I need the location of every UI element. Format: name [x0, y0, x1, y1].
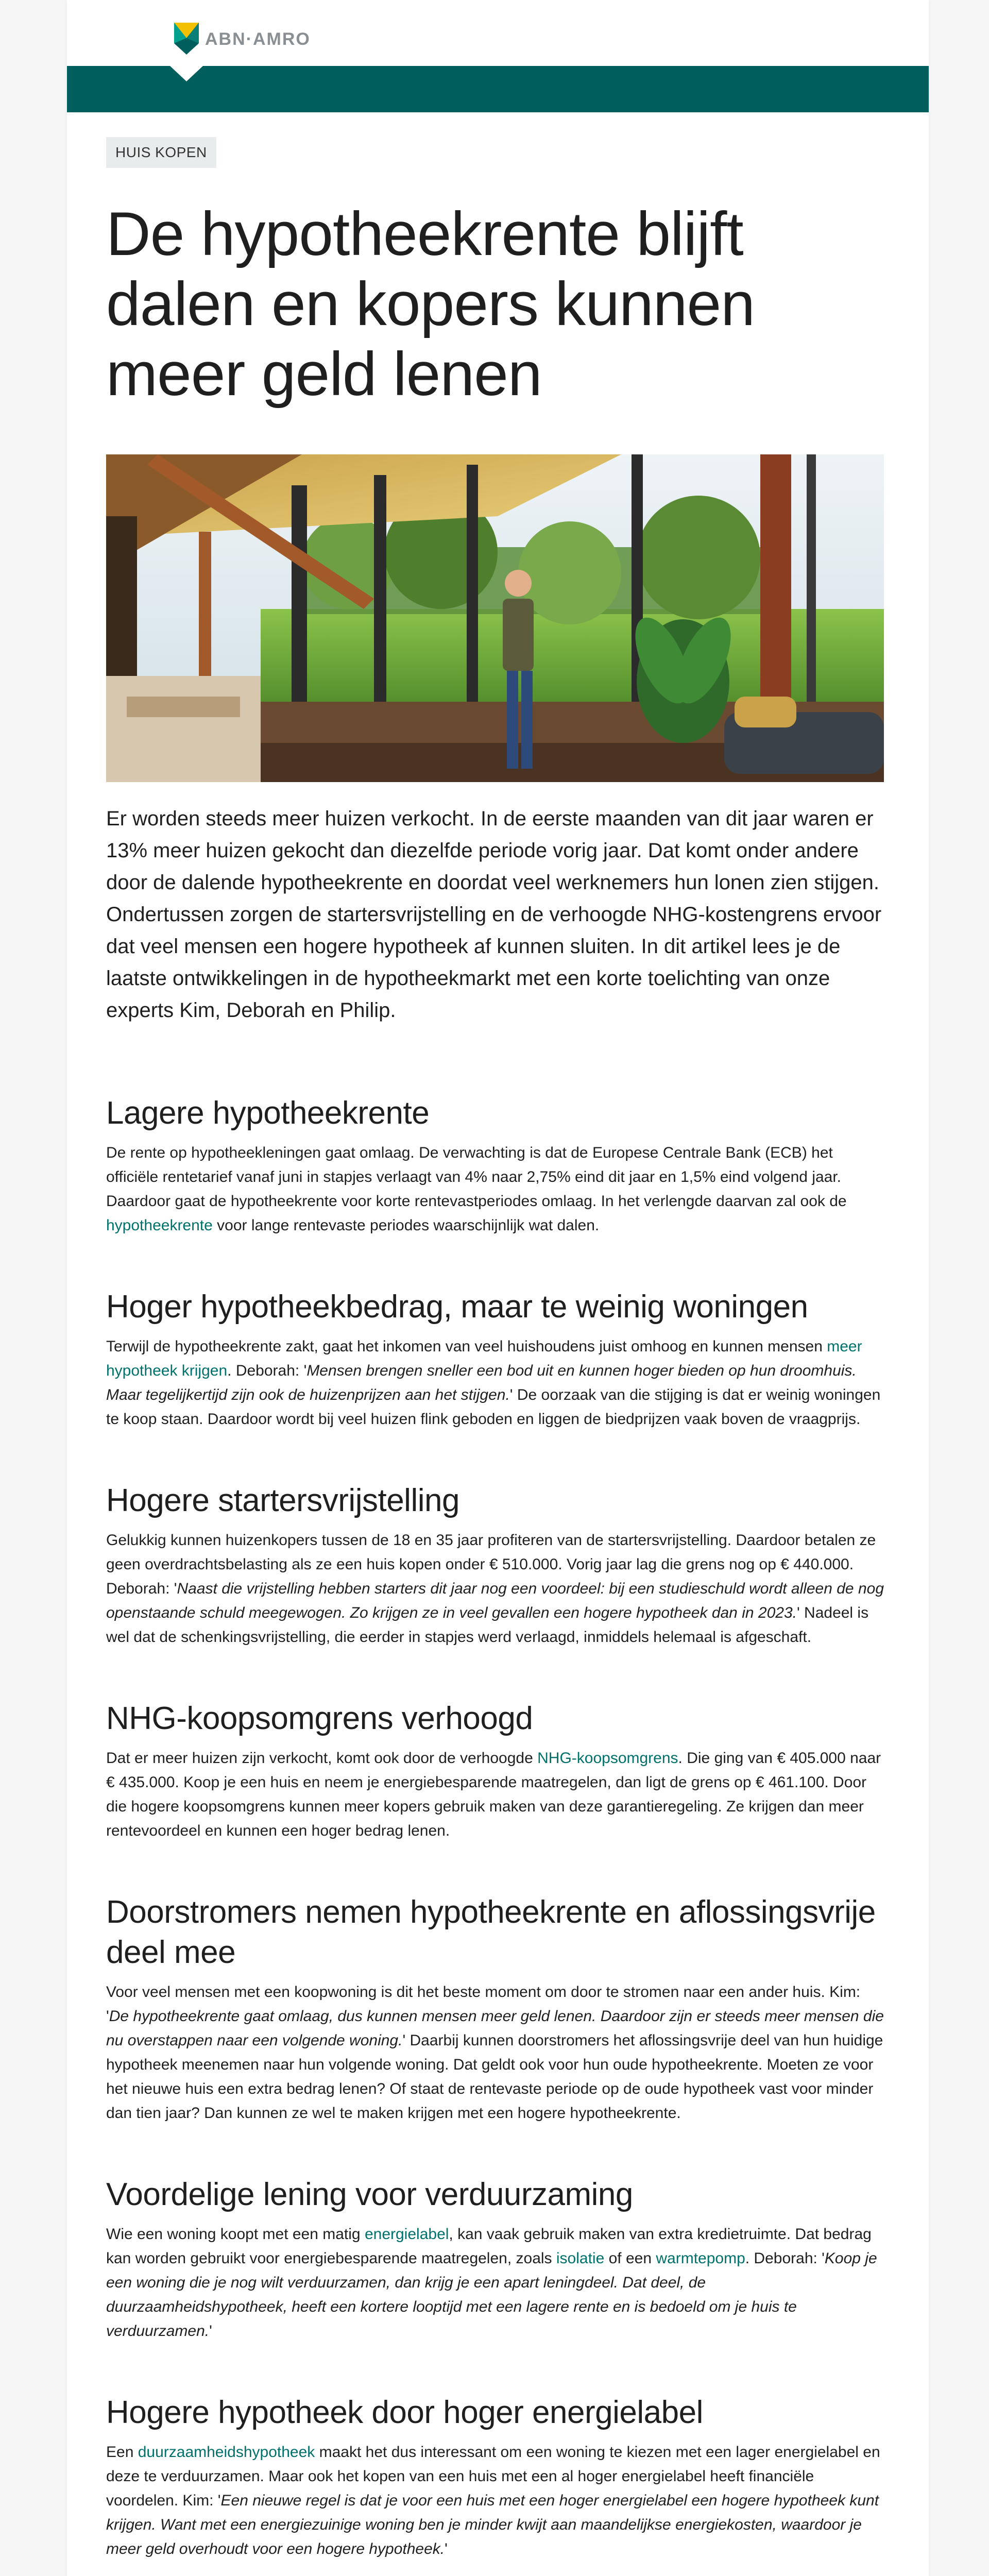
link-isolatie[interactable]: isolatie	[556, 2250, 605, 2267]
text: ' De oorzaak van die stijging is dat er weinig woningen te koop staan. Daardoor wordt bij veel huizen flink geboden en liggen de biedprijzen vaak boven de vraagprijs.	[106, 1386, 881, 1428]
hero-image	[106, 454, 884, 782]
heading-verduurzaming: Voordelige lening voor verduurzaming	[106, 2177, 633, 2212]
section-hoger-energielabel	[106, 2440, 884, 2561]
text: Voor veel mensen met een koopwoning is dit het beste moment om door te stromen naar een ander huis. Kim: '	[106, 1984, 861, 2025]
section-hogere-startersvrijstelling	[106, 1528, 884, 1649]
heading-lagere-hypotheekrente: Lagere hypotheekrente	[106, 1095, 430, 1131]
section-nhg-koopsomgrens	[106, 1746, 884, 1843]
link-nhg-koopsomgrens[interactable]: NHG-koopsomgrens	[537, 1750, 678, 1767]
text: of een	[604, 2250, 656, 2267]
text: Gelukkig kunnen huizenkopers tussen de 18 en 35 jaar profiteren van de startersvrijstelling. Daardoor betalen ze geen overdrachtsbelasting als ze een huis kopen onder € 510.000. Vorig jaar lag die grens nog op € 440.000. Deborah: '	[106, 1532, 876, 1597]
section-doorstromers	[106, 1980, 884, 2125]
text: '	[445, 2540, 448, 2557]
text: Een	[106, 2444, 138, 2461]
heading-hoger-hypotheekbedrag: Hoger hypotheekbedrag, maar te weinig woningen	[106, 1289, 808, 1325]
link-meer-hypotheek-krijgen[interactable]: meer hypotheek krijgen	[106, 1338, 862, 1379]
article-intro: Er worden steeds meer huizen verkocht. In de eerste maanden van dit jaar waren er 13% meer huizen gekocht dan diezelfde periode vorig jaar. Dat komt onder andere door de dalende hypotheekrente en doordat veel werknemers hun lonen zien stijgen. Ondertussen zorgen de startersvrijstelling en de verhoogde NHG-kostengrens ervoor dat veel mensen een hogere hypotheek af kunnen sluiten. In dit artikel lees je de laatste ontwikkelingen in de hypotheekmarkt met een korte toelichting van onze experts Kim, Deborah en Philip.	[106, 807, 882, 1022]
quote: Koop je een woning die je nog wilt verduurzamen, dan krijg je een apart leningdeel. Dat deel, de duurzaamheidshypotheek, heeft een kortere looptijd met een lagere rente en is bedoeld om je huis te verduurzamen.	[106, 2250, 877, 2340]
quote: Naast die vrijstelling hebben starters dit jaar nog een voordeel: bij een studieschuld wordt alleen de nog openstaande schuld meegewogen. Zo krijgen ze in veel gevallen een hogere hypotheek dan in 2023.	[106, 1580, 884, 1621]
brand-logo[interactable]	[174, 23, 311, 56]
page	[67, 0, 929, 2576]
text: De rente op hypotheekleningen gaat omlaag. De verwachting is dat de Europese Centrale Bank (ECB) het officiële rentetarief vanaf juni in stapjes verlaagt van 4% naar 2,75% eind dit jaar en 1,5% eind volgend jaar. Daardoor gaat de hypotheekrente voor korte rentevastperiodes omlaag. In het verlengde daarvan zal ook de	[106, 1144, 847, 1210]
heading-hoger-energielabel: Hogere hypotheek door hoger energielabel	[106, 2395, 703, 2430]
link-warmtepomp[interactable]: warmtepomp	[656, 2250, 745, 2267]
quote: Mensen brengen sneller een bod uit en kunnen hoger bieden op hun droomhuis. Maar tegelijkertijd zijn ook de huizenprijzen aan het stijgen.	[106, 1362, 857, 1403]
heading-nhg-koopsomgrens: NHG-koopsomgrens verhoogd	[106, 1701, 533, 1736]
text: . Deborah: '	[227, 1362, 307, 1379]
article-title: De hypotheekrente blijft dalen en kopers kunnen meer geld lenen	[106, 199, 755, 409]
heading-hogere-startersvrijstelling: Hogere startersvrijstelling	[106, 1483, 459, 1518]
text: . Die ging van € 405.000 naar € 435.000. Koop je een huis en neem je energiebesparende maatregelen, dan ligt de grens op € 461.100. Door die hogere koopsomgrens kunnen meer kopers gebruik maken van deze garantieregeling. Ze krijgen dan meer rentevoordeel en kunnen een hoger bedrag lenen.	[106, 1750, 881, 1839]
link-energielabel[interactable]: energielabel	[364, 2226, 449, 2243]
text: maakt het dus interessant om een woning te kiezen met een lager energielabel en deze te verduurzamen. Maar ook het kopen van een huis met een al hoger energielabel heeft financiële voordelen. Kim: '	[106, 2444, 880, 2509]
quote: De hypotheekrente gaat omlaag, dus kunnen mensen meer geld lenen. Daardoor zijn er steeds meer mensen die nu overstappen naar een volgende woning.	[106, 2008, 884, 2049]
link-duurzaamheidshypotheek[interactable]: duurzaamheidshypotheek	[138, 2444, 315, 2461]
header-notch	[170, 66, 203, 81]
text: Dat er meer huizen zijn verkocht, komt ook door de verhoogde	[106, 1750, 538, 1767]
text: Wie een woning koopt met een matig	[106, 2226, 365, 2243]
section-lagere-hypotheekrente	[106, 1141, 884, 1238]
section-hoger-hypotheekbedrag	[106, 1334, 884, 1431]
text: , kan vaak gebruik maken van extra kredietruimte. Dat bedrag kan worden gebruikt voor energiebesparende maatregelen, zoals	[106, 2226, 872, 2267]
brand-name: ABN·AMRO	[205, 29, 311, 49]
category-tag[interactable]: HUIS KOPEN	[106, 137, 216, 168]
quote: Een nieuwe regel is dat je voor een huis met een hoger energielabel een hogere hypotheek kunt krijgen. Want met een energiezuinige woning ben je minder kwijt aan maandelijkse energiekosten, waardoor je meer geld overhoudt voor een hogere hypotheek.	[106, 2492, 879, 2557]
text: . Deborah: '	[745, 2250, 825, 2267]
text: '	[209, 2323, 212, 2340]
article	[106, 112, 884, 2576]
text: voor lange rentevaste periodes waarschijnlijk wat dalen.	[212, 1217, 600, 1234]
text: ' Daarbij kunnen doorstromers het aflossingsvrije deel van hun huidige hypotheek meenemen naar hun volgende woning. Dat geldt ook voor hun oude hypotheekrente. Moeten ze voor het nieuwe huis een extra bedrag lenen? Of staat de rentevaste periode op de oude hypotheek vast voor minder dan tien jaar? Dan kunnen ze wel te maken krijgen met een hogere hypotheekrente.	[106, 2032, 883, 2122]
link-hypotheekrente[interactable]: hypotheekrente	[106, 1217, 213, 1234]
text: Terwijl de hypotheekrente zakt, gaat het inkomen van veel huishoudens juist omhoog en kunnen mensen	[106, 1338, 827, 1355]
abn-amro-shield-icon	[174, 23, 199, 56]
section-verduurzaming	[106, 2222, 884, 2343]
site-header	[67, 0, 929, 66]
text: ' Nadeel is wel dat de schenkingsvrijstelling, die eerder in stapjes werd verlaagd, inmiddels helemaal is afgeschaft.	[106, 1604, 869, 1646]
heading-doorstromers: Doorstromers nemen hypotheekrente en aflossingsvrije deel mee	[106, 1894, 876, 1970]
